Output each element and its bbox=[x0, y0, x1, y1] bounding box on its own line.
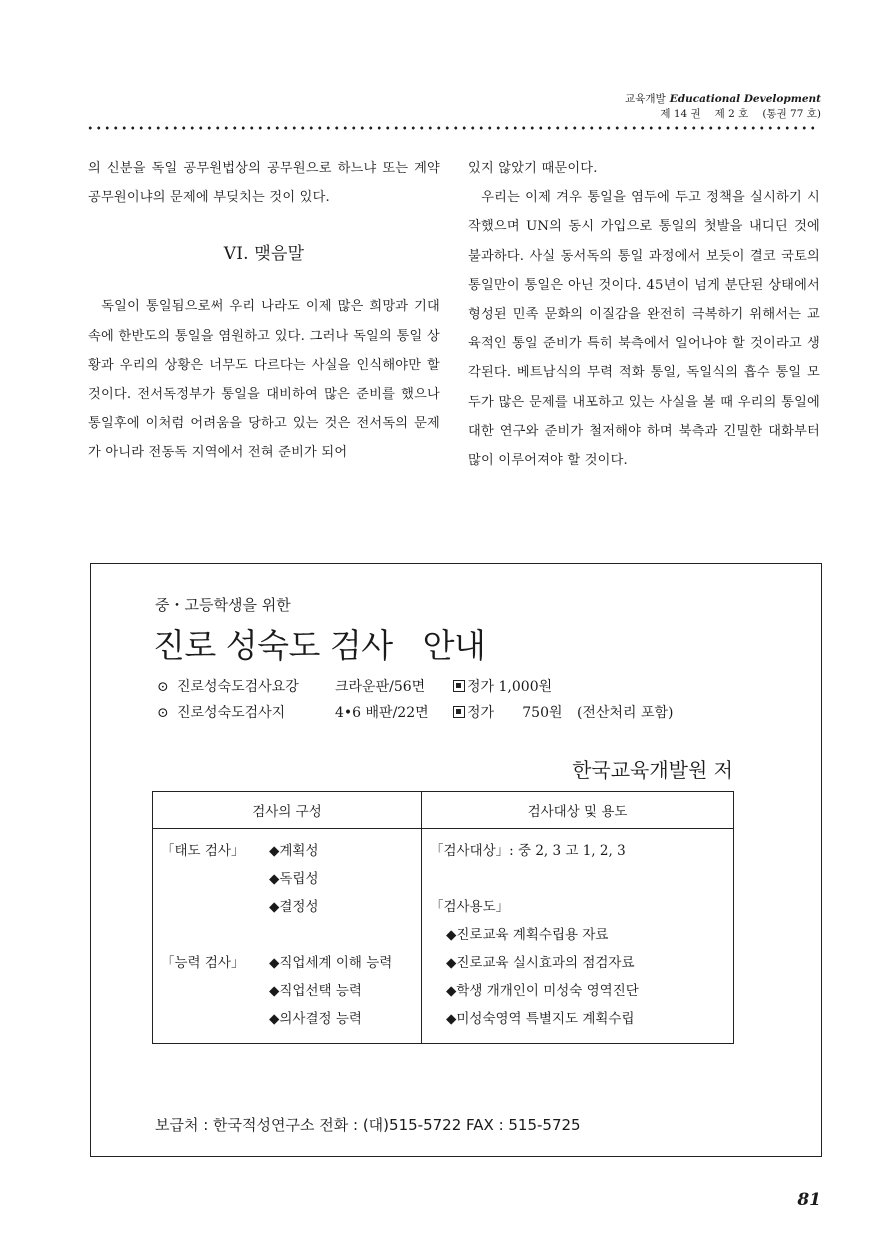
product-note: (전산처리 포함) bbox=[576, 705, 674, 721]
left-column bbox=[88, 154, 440, 468]
list-item: ◆독립성 bbox=[269, 871, 319, 887]
circle-dot-icon: ⊙ bbox=[157, 679, 169, 695]
list-item: ◆계획성 bbox=[269, 843, 319, 859]
attitude-test-tag: 「태도 검사」 bbox=[161, 843, 245, 859]
list-item: ◆의사결정 능력 bbox=[269, 1011, 362, 1027]
list-item: ◆진로교육 실시효과의 점검자료 bbox=[446, 955, 635, 971]
journal-title-en: Educational Development bbox=[669, 93, 821, 105]
ability-test-tag: 「능력 검사」 bbox=[161, 955, 245, 971]
table-header-composition: 검사의 구성 bbox=[153, 792, 422, 829]
ad-title-main: 진로 성숙도 검사 bbox=[153, 626, 393, 665]
left-paragraph-2: 독일이 통일됨으로써 우리 나라도 이제 많은 희망과 기대 속에 한반도의 통일을 염원하고 있다. 그러나 독일의 통일 상황과 우리의 상황은 너무도 다르다는 사실을 인식해야만 할 것이다. 전서독정부가 통일을 대비하여 많은 준비를 했으나 통일후에 이처럼 어려움을 당하고 있는 것은 전서독의 문제가 아니라 전동독 지역에서 전혀 준비가 되어 bbox=[88, 299, 440, 461]
right-column bbox=[468, 154, 820, 475]
test-info-table bbox=[153, 792, 733, 1043]
target-line: 「검사대상」: 중 2, 3 고 1, 2, 3 bbox=[430, 843, 626, 859]
list-item: ◆직업세계 이해 능력 bbox=[269, 955, 393, 971]
running-header bbox=[625, 92, 821, 122]
list-item: ◆직업선택 능력 bbox=[269, 983, 362, 999]
table-header-target-use: 검사대상 및 용도 bbox=[422, 792, 734, 829]
list-item: ◆미성숙영역 특별지도 계획수립 bbox=[446, 1011, 635, 1027]
journal-title bbox=[625, 92, 821, 107]
ad-title bbox=[153, 620, 485, 667]
ad-subtitle: 중・고등학생을 위한 bbox=[155, 596, 291, 614]
ad-contact: 보급처 : 한국적성연구소 전화 : (대)515-5722 FAX : 515-5725 bbox=[155, 1116, 581, 1134]
advertisement-box bbox=[90, 563, 822, 1157]
list-item: ◆학생 개개인이 미성숙 영역진단 bbox=[446, 983, 639, 999]
price-box-icon bbox=[453, 706, 465, 718]
ad-title-suffix: 안내 bbox=[422, 626, 486, 665]
right-paragraph-2: 우리는 이제 겨우 통일을 염두에 두고 정책을 실시하기 시작했으며 UN의 동시 가입으로 통일의 첫발을 내디딘 것에 불과하다. 사실 동서독의 통일 과정에서 보듯이 결코 국토의 통일만이 통일은 아닌 것이다. 45년이 넘게 분단된 상태에서 형성된 민족 문화의 이질감을 완전히 극복하기 위해서는 교육적인 통일 준비가 특히 북측에서 일어나야 할 것이라고 생각된다. 베트남식의 무력 적화 통일, 독일식의 흡수 통일 모두가 많은 문제를 내포하고 있는 사실을 볼 때 우리의 통일에 대한 연구와 준비가 철저해야 하며 북측과 긴밀한 대화부터 많이 이루어져야 할 것이다. bbox=[468, 190, 820, 469]
uses-tag: 「검사용도」 bbox=[430, 899, 510, 915]
section-heading: VI. 맺음말 bbox=[223, 244, 305, 265]
product-format: 4•6 배판/22면 bbox=[335, 705, 429, 721]
composition-cell bbox=[153, 829, 422, 1044]
price-box-icon bbox=[453, 680, 465, 692]
journal-title-ko: 교육개발 bbox=[625, 93, 666, 105]
product-name: 진로성숙도검사요강 bbox=[177, 679, 299, 695]
list-item: ◆진로교육 계획수립용 자료 bbox=[446, 927, 609, 943]
issue-info bbox=[625, 107, 821, 122]
product-name: 진로성숙도검사지 bbox=[177, 705, 286, 721]
volume: 제 14 권 bbox=[660, 108, 701, 120]
header-dotted-rule bbox=[86, 125, 819, 131]
right-paragraph-1: 있지 않았기 때문이다. bbox=[468, 161, 598, 176]
product-item bbox=[157, 676, 552, 696]
list-item: ◆결정성 bbox=[269, 899, 319, 915]
price-label: 정가 bbox=[467, 705, 495, 721]
left-paragraph-1: 의 신분을 독일 공무원법상의 공무원으로 하느냐 또는 계약공무원이냐의 문제에 부딪치는 것이 있다. bbox=[88, 161, 440, 206]
product-item bbox=[157, 702, 674, 722]
issue-number: 제 2 호 bbox=[714, 108, 749, 120]
target-use-cell bbox=[422, 829, 734, 1044]
cumulative-issue: (통권 77 호) bbox=[762, 108, 821, 120]
product-price: 750원 bbox=[522, 705, 563, 721]
product-price: 1,000원 bbox=[498, 679, 553, 695]
price-label: 정가 bbox=[467, 679, 495, 695]
page-number: 81 bbox=[797, 1190, 821, 1210]
ad-publisher: 한국교육개발원 저 bbox=[572, 758, 733, 782]
circle-dot-icon: ⊙ bbox=[157, 705, 169, 721]
product-format: 크라운판/56면 bbox=[335, 679, 426, 695]
